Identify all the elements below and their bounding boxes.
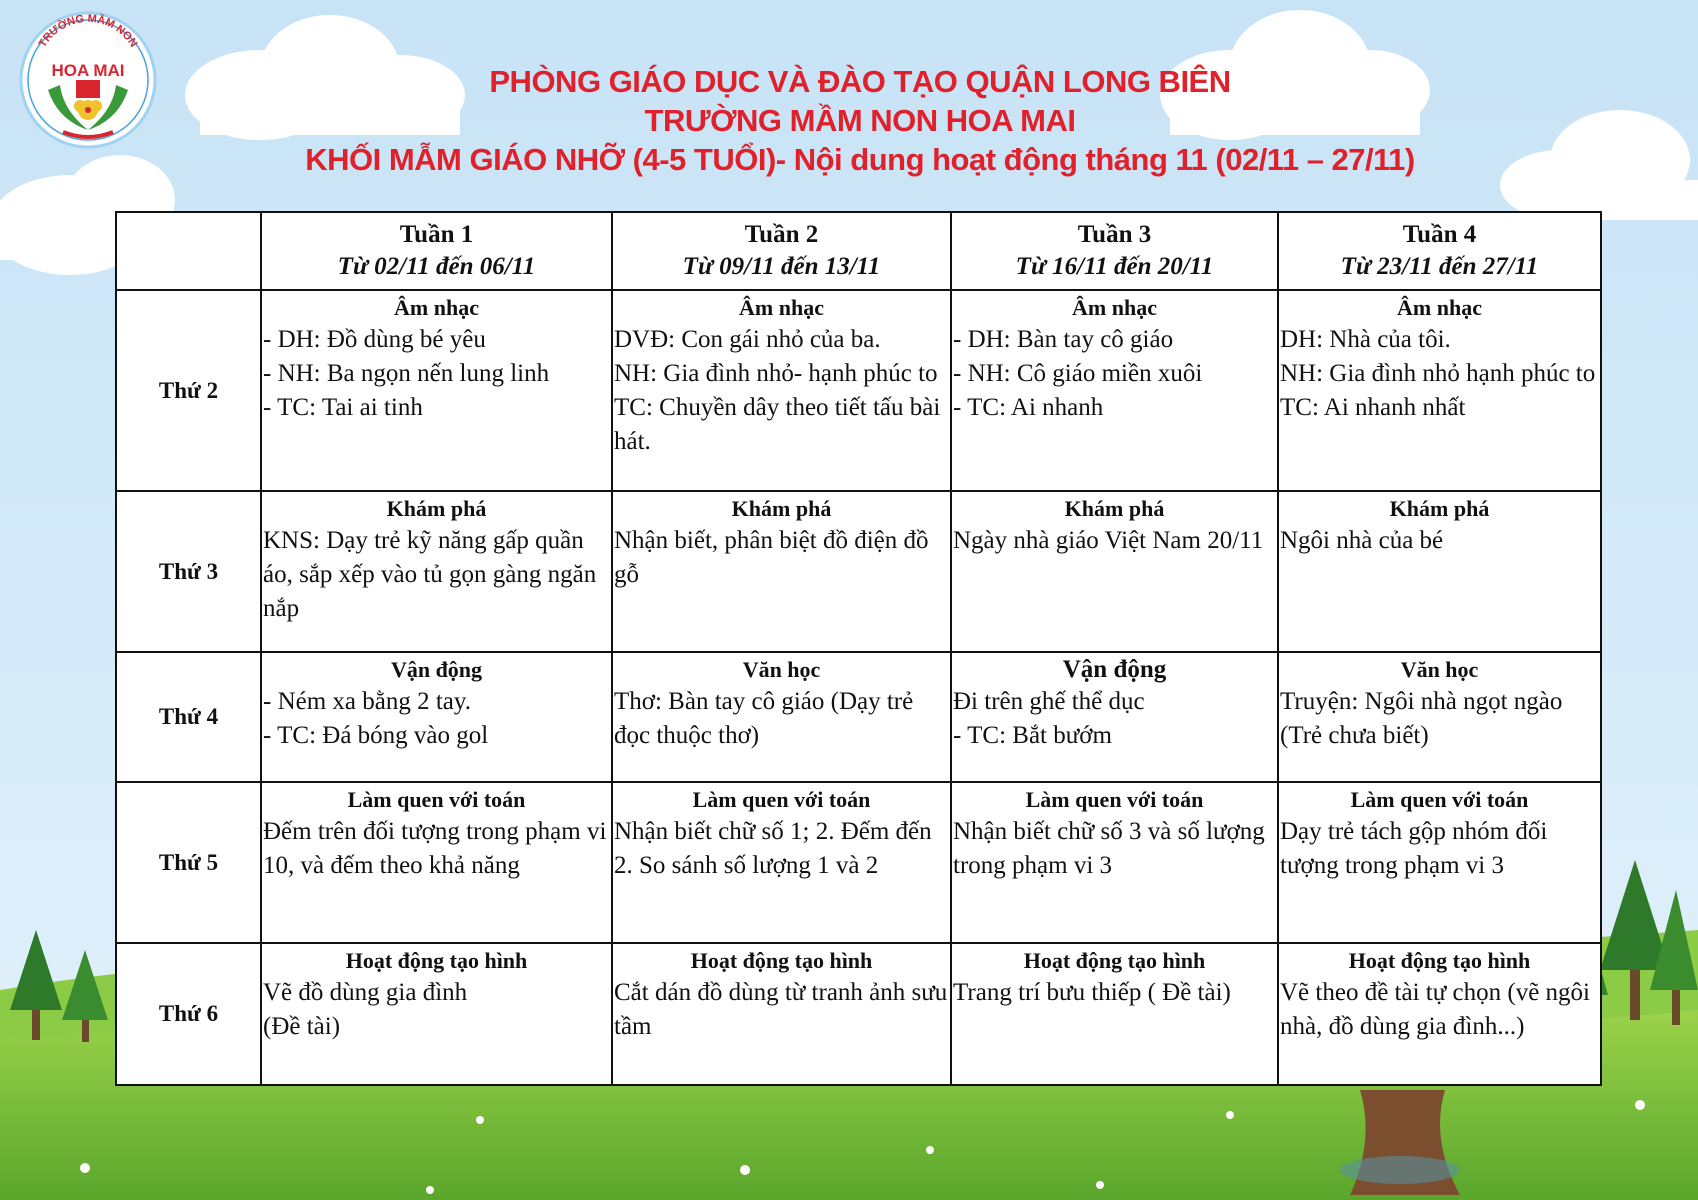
table-row <box>116 943 1601 1085</box>
activity-cell: Hoạt động tạo hình Cắt dán đồ dùng từ tranh ảnh sưu tầm <box>612 943 951 1085</box>
activity-cell: Vận động Đi trên ghế thể dục - TC: Bắt bướm <box>951 652 1278 782</box>
activity-cell: Âm nhạc - DH: Bàn tay cô giáo - NH: Cô giáo miền xuôi - TC: Ai nhanh <box>951 290 1278 491</box>
table-row <box>116 290 1601 491</box>
activity-cell: Hoạt động tạo hình Vẽ theo đề tài tự chọn (vẽ ngôi nhà, đồ dùng gia đình...) <box>1278 943 1601 1085</box>
activity-cell: Khám phá Nhận biết, phân biệt đồ điện đồ gỗ <box>612 491 951 652</box>
activity-cell: Khám phá Ngày nhà giáo Việt Nam 20/11 <box>951 491 1278 652</box>
day-label: Thứ 6 <box>116 943 261 1085</box>
table-row <box>116 782 1601 943</box>
activity-cell: Khám phá KNS: Dạy trẻ kỹ năng gấp quần áo, sắp xếp vào tủ gọn gàng ngăn nắp <box>261 491 612 652</box>
header-line-department: PHÒNG GIÁO DỤC VÀ ĐÀO TẠO QUẬN LONG BIÊN <box>489 64 1231 99</box>
activity-cell: Hoạt động tạo hình Vẽ đồ dùng gia đình (Đề tài) <box>261 943 612 1085</box>
day-label: Thứ 3 <box>116 491 261 652</box>
day-label: Thứ 4 <box>116 652 261 782</box>
logo-name-text: HOA MAI <box>51 61 125 80</box>
header-line-title: KHỐI MẪM GIÁO NHỠ (4-5 TUỔI)- Nội dung hoạt động tháng 11 (02/11 – 27/11) <box>305 142 1415 177</box>
day-label: Thứ 5 <box>116 782 261 943</box>
week-header: Tuần 4 Từ 23/11 đến 27/11 <box>1278 212 1601 290</box>
table-row <box>116 491 1601 652</box>
logo-arc-text: TRƯỜNG MẦM NON <box>36 12 140 50</box>
header-line-school: TRƯỜNG MẦM NON HOA MAI <box>644 103 1076 138</box>
activity-cell: Làm quen với toán Đếm trên đối tượng trong phạm vi 10, và đếm theo khả năng <box>261 782 612 943</box>
table-header-row <box>116 212 1601 290</box>
schedule-table <box>115 211 1602 1086</box>
week-header: Tuần 2 Từ 09/11 đến 13/11 <box>612 212 951 290</box>
activity-cell: Âm nhạc DH: Nhà của tôi. NH: Gia đình nhỏ hạnh phúc to TC: Ai nhanh nhất <box>1278 290 1601 491</box>
activity-cell: Làm quen với toán Dạy trẻ tách gộp nhóm đối tượng trong phạm vi 3 <box>1278 782 1601 943</box>
day-label: Thứ 2 <box>116 290 261 491</box>
activity-cell: Hoạt động tạo hình Trang trí bưu thiếp ( Đề tài) <box>951 943 1278 1085</box>
corner-cell <box>116 212 261 290</box>
activity-cell: Khám phá Ngôi nhà của bé <box>1278 491 1601 652</box>
table-row <box>116 652 1601 782</box>
page-header <box>180 62 1540 179</box>
activity-cell: Làm quen với toán Nhận biết chữ số 1; 2. Đếm đến 2. So sánh số lượng 1 và 2 <box>612 782 951 943</box>
activity-cell: Văn học Thơ: Bàn tay cô giáo (Dạy trẻ đọc thuộc thơ) <box>612 652 951 782</box>
activity-cell: Văn học Truyện: Ngôi nhà ngọt ngào (Trẻ chưa biết) <box>1278 652 1601 782</box>
activity-cell: Vận động - Ném xa bằng 2 tay. - TC: Đá bóng vào gol <box>261 652 612 782</box>
week-header: Tuần 1 Từ 02/11 đến 06/11 <box>261 212 612 290</box>
activity-cell: Âm nhạc - DH: Đồ dùng bé yêu - NH: Ba ngọn nến lung linh - TC: Tai ai tinh <box>261 290 612 491</box>
week-header: Tuần 3 Từ 16/11 đến 20/11 <box>951 212 1278 290</box>
school-logo <box>18 10 158 150</box>
activity-cell: Làm quen với toán Nhận biết chữ số 3 và số lượng trong phạm vi 3 <box>951 782 1278 943</box>
activity-cell: Âm nhạc DVĐ: Con gái nhỏ của ba. NH: Gia đình nhỏ- hạnh phúc to TC: Chuyền dây theo tiết tấu bài hát. <box>612 290 951 491</box>
